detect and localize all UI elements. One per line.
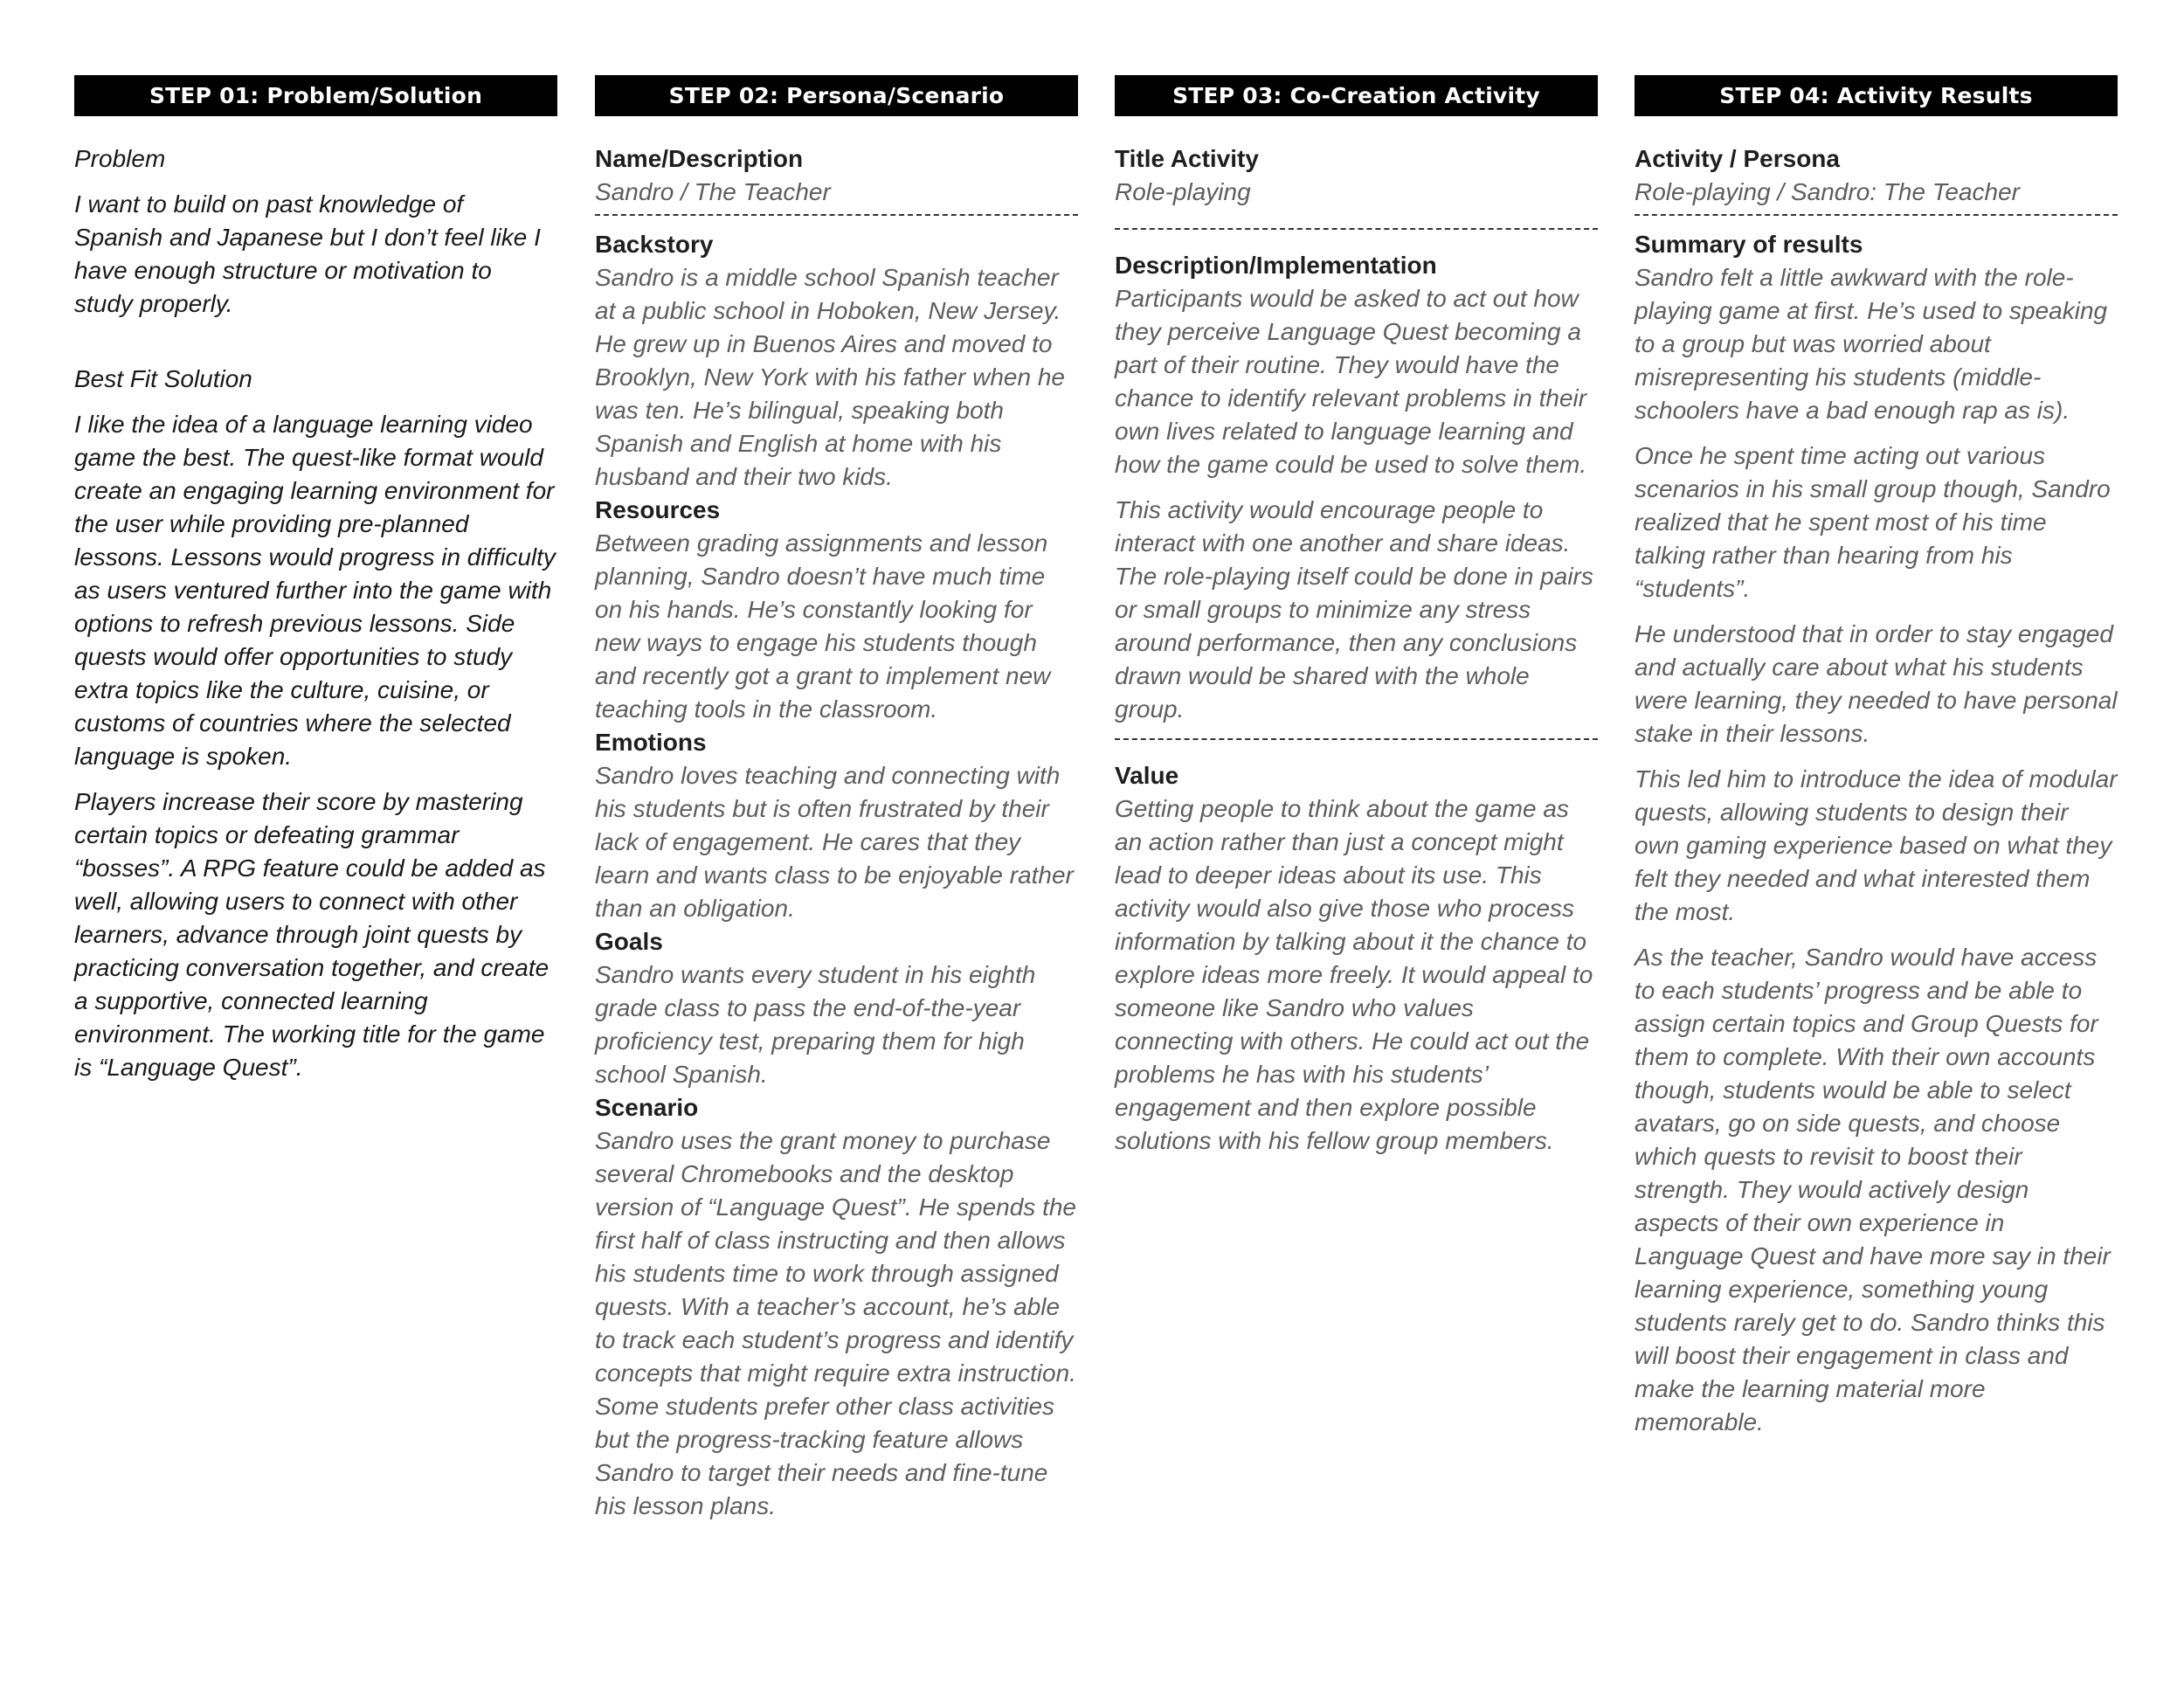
- summary-paragraph-2: Once he spent time acting out various scenarios in his small group though, Sandro realized that he spent most of his time talking rather than hearing from his “students”.: [1635, 442, 2111, 602]
- description-paragraph-1: Participants would be asked to act out how they perceive Language Quest becoming a part of their routine. They would have the chance to identify relevant problems in their own lives related to language learning and how the game could be used to solve them.: [1115, 285, 1587, 478]
- emotions-text: Sandro loves teaching and connecting with his students but is often frustrated by their lack of engagement. He cares that they learn and wants class to be enjoyable rather than an obligation.: [595, 762, 1074, 922]
- problem-label: Problem: [74, 145, 166, 172]
- section-divider: [1115, 228, 1598, 230]
- step-03-column: [1115, 75, 1598, 1158]
- description-paragraph-2: This activity would encourage people to interact with one another and share ideas. The role-playing itself could be done in pairs or small groups to minimize any stress around performance, then any conclusions drawn would be shared with the whole group.: [1115, 496, 1593, 723]
- summary-paragraph-3: He understood that in order to stay engaged and actually care about what his students were learning, they needed to have personal stake in their lessons.: [1635, 620, 2118, 747]
- best-fit-solution-label: Best Fit Solution: [74, 365, 252, 392]
- title-activity-value: Role-playing: [1115, 178, 1251, 205]
- section-divider: [1635, 214, 2118, 216]
- solution-paragraph-2: Players increase their score by mastering certain topics or defeating grammar “bosses”. A RPG feature could be added as well, allowing users to connect with other learners, advance through joint quests by practicing conversation together, and create a supportive, connected learning environment. The working title for the game is “Language Quest”.: [74, 788, 549, 1081]
- summary-paragraph-4: This led him to introduce the idea of modular quests, allowing students to design their own gaming experience based on what they felt they needed and what interested them the most.: [1635, 765, 2118, 925]
- backstory-label: Backstory: [595, 231, 714, 258]
- step-04-header: STEP 04: Activity Results: [1635, 75, 2118, 116]
- emotions-label: Emotions: [595, 729, 707, 756]
- step-02-column: [595, 75, 1078, 1523]
- goals-label: Goals: [595, 928, 663, 955]
- step-01-header: STEP 01: Problem/Solution: [74, 75, 557, 116]
- step-03-header: STEP 03: Co-Creation Activity: [1115, 75, 1598, 116]
- section-divider: [595, 214, 1078, 216]
- description-implementation-label: Description/Implementation: [1115, 252, 1437, 279]
- resources-label: Resources: [595, 496, 721, 523]
- step-04-column: [1635, 75, 2118, 1451]
- scenario-label: Scenario: [595, 1094, 699, 1121]
- value-text: Getting people to think about the game as an action rather than just a concept might lead to deeper ideas about its use. This activity would also give those who process information by talking about it the chance to explore ideas more freely. It would appeal to someone like Sandro who values connecting with others. He could act out the problems he has with his students’ engagement and then explore possible solutions with his fellow group members.: [1115, 795, 1593, 1154]
- name-description-label: Name/Description: [595, 145, 804, 172]
- summary-of-results-label: Summary of results: [1635, 231, 1863, 258]
- activity-persona-value: Role-playing / Sandro: The Teacher: [1635, 178, 2020, 205]
- activity-persona-label: Activity / Persona: [1635, 145, 1840, 172]
- summary-paragraph-1: Sandro felt a little awkward with the role-playing game at first. He’s used to speaking to a group but was worried about misrepresenting his students (middle-schoolers have a bad enough rap as is).: [1635, 264, 2108, 424]
- backstory-text: Sandro is a middle school Spanish teacher at a public school in Hoboken, New Jersey. He grew up in Buenos Aires and moved to Brooklyn, New York with his father when he was ten. He’s bilingual, speaking both Spanish and English at home with his husband and their two kids.: [595, 264, 1065, 490]
- section-divider: [1115, 738, 1598, 740]
- value-label: Value: [1115, 762, 1179, 789]
- step-01-column: [74, 75, 557, 1097]
- name-description-value: Sandro / The Teacher: [595, 178, 831, 205]
- problem-text: I want to build on past knowledge of Spanish and Japanese but I don’t feel like I have enough structure or motivation to study properly.: [74, 190, 541, 317]
- title-activity-label: Title Activity: [1115, 145, 1259, 172]
- step-02-header: STEP 02: Persona/Scenario: [595, 75, 1078, 116]
- scenario-text: Sandro uses the grant money to purchase several Chromebooks and the desktop version of “Language Quest”. He spends the first half of class instructing and then allows his students time to work through assigned quests. With a teacher’s account, he’s able to track each student’s progress and identify concepts that might require extra instruction. Some students prefer other class activities but the progress-tracking feature allows Sandro to target their needs and fine-tune his lesson plans.: [595, 1127, 1077, 1519]
- solution-paragraph-1: I like the idea of a language learning video game the best. The quest-like format would create an engaging learning environment for the user while providing pre-planned lessons. Lessons would progress in difficulty as users ventured further into the game with options to refresh previous lessons. Side quests would offer opportunities to study extra topics like the culture, cuisine, or customs of countries where the selected language is spoken.: [74, 411, 556, 770]
- goals-text: Sandro wants every student in his eighth grade class to pass the end-of-the-year proficiency test, preparing them for high school Spanish.: [595, 961, 1036, 1088]
- summary-paragraph-5: As the teacher, Sandro would have access to each students’ progress and be able to assign certain topics and Group Quests for them to complete. With their own accounts though, students would be able to select avatars, go on side quests, and choose which quests to revisit to boost their strength. They would actively design aspects of their own experience in Language Quest and have more say in their learning experience, something young students rarely get to do. Sandro thinks this will boost their engagement in class and make the learning material more memorable.: [1635, 944, 2111, 1435]
- resources-text: Between grading assignments and lesson planning, Sandro doesn’t have much time on his hands. He’s constantly looking for new ways to engage his students though and recently got a grant to implement new teaching tools in the classroom.: [595, 529, 1051, 723]
